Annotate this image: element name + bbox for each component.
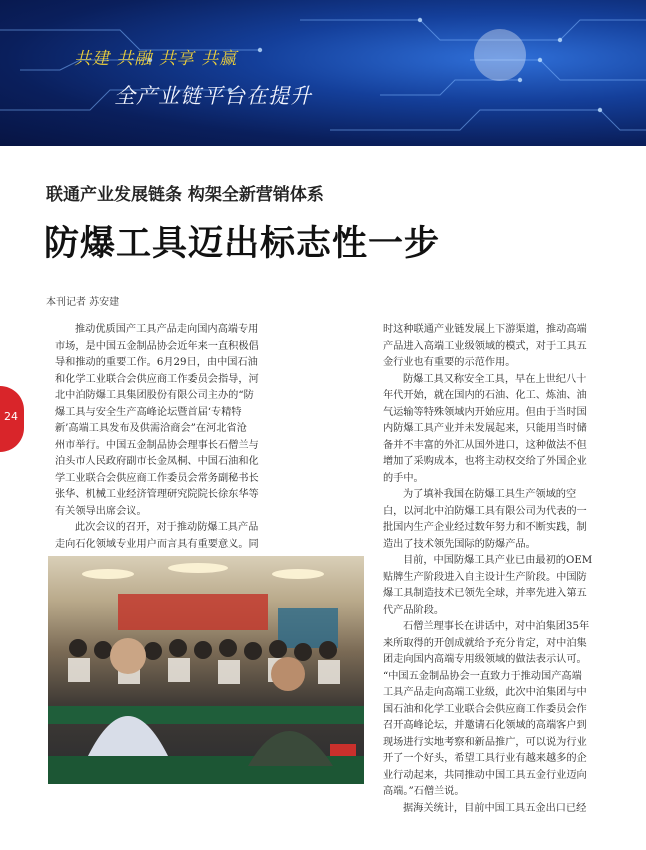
article-text-line: “中国五金制品协会一直致力于推动国产高端 [383, 670, 582, 682]
article-text-line: 工具产品走向高端工业级，此次中泊集团与中 [383, 687, 587, 698]
article-text-line: 的手中。 [383, 472, 424, 484]
article-byline: 本刊记者 苏安建 [46, 297, 120, 308]
article-text-line: 高端。”石僧兰说。 [383, 786, 465, 797]
article-text-line: 导和推动的重要工作。6月29日，由中国石油 [55, 357, 258, 368]
article-text-line: 年代开始，就在国内的石油、化工、炼油、油 [383, 390, 587, 401]
article-text-line: 白，以河北中泊防爆工具有限公司为代表的一 [383, 505, 587, 517]
article-text-line: 团走向国内高端专用级领域的做法表示认可。 [383, 654, 587, 665]
article-text-line: 来所取得的开创成就给予充分肯定，对中泊集 [383, 637, 587, 649]
article-text-line: 贴牌生产阶段进入自主设计生产阶段。中国防 [383, 571, 587, 583]
banner-slogan-secondary: 全产业链平台在提升 [114, 84, 312, 108]
article-text-line: 增加了采购成本，也将主动权交给了外国企业 [383, 456, 587, 467]
article-text-line: 目前，中国防爆工具产业已由最初的OEM [403, 555, 593, 566]
article-text-line: 金行业也有重要的示范作用。 [383, 357, 516, 368]
article-text-line: 学工业联合会供应商工作委员会常务副秘书长 [55, 472, 259, 484]
article-subtitle: 联通产业发展链条 构架全新营销体系 [46, 185, 324, 205]
banner-slogan-primary: 共建 共融 共享 共赢 [74, 49, 238, 69]
conference-photo [48, 556, 364, 784]
article-text-line: 爆工具制造技术已领先全球，并率先进入第五 [383, 588, 587, 599]
article-text-line: 备并不丰富的外汇从国外进口，这种做法不但 [383, 439, 587, 451]
article-text-line: 现场进行实地考察和新品推广，可以说为行业 [383, 736, 587, 748]
article-text-line: 业行动起来，共同推动中国工具五金行业迈向 [383, 769, 587, 781]
article-text-line: 爆工具与安全生产高峰论坛暨首届‘专精特 [55, 406, 242, 418]
article-text-line: 国石油和化学工业联合会供应商工作委员会作 [383, 703, 587, 715]
article-text-line: 石僧兰理事长在讲话中，对中泊集团35年 [403, 621, 590, 632]
article-text-line: 州市举行。中国五金制品协会理事长石僧兰与 [55, 439, 259, 451]
article-text-line: 张华、机械工业经济管理研究院院长徐东华等 [55, 489, 259, 500]
article-text-line: 气运输等特殊领域内开始应用。但由于当时国 [383, 406, 587, 418]
article-text-line: 市场，是中国五金制品协会近年来一直积极倡 [55, 340, 259, 352]
article-text-line: 防爆工具又称安全工具，早在上世纪八十 [403, 373, 587, 385]
article-text-line: 北中泊防爆工具集团股份有限公司主办的“防 [55, 390, 254, 401]
article-text-line: 据海关统计，目前中国工具五金出口已经 [403, 802, 587, 814]
article-text-line: 泊头市人民政府副市长金凤桐、中国石油和化 [55, 456, 259, 467]
circuit-pattern [0, 0, 646, 146]
article-title: 防爆工具迈出标志性一步 [44, 223, 441, 264]
article-text-line: 此次会议的召开，对于推动防爆工具产品 [75, 522, 259, 533]
article-text-line: 时这种联通产业链发展上下游渠道，推动高端 [383, 324, 587, 335]
article-text-line: 产品进入高端工业级领域的模式，对于工具五 [383, 340, 587, 352]
article-text-line: 和化学工业联合会供应商工作委员会指导，河 [55, 373, 259, 385]
article-text-line: 新’高端工具发布及供需洽商会”在河北省沧 [55, 423, 247, 434]
article-text-line: 造出了技术领先国际的防爆产品。 [383, 538, 536, 550]
article-text-line: 为了填补我国在防爆工具生产领域的空 [403, 489, 577, 500]
article-text-line: 批国内生产企业经过数年努力和不断实践，制 [383, 522, 587, 533]
article-text-line: 走向石化领域专业用户而言具有重要意义。同 [55, 538, 259, 550]
article-text-line: 开了一个好头，希望工具行业有越来越多的企 [383, 753, 587, 764]
article-column-left [55, 322, 275, 553]
article-text-line: 召开高峰论坛，并邀请石化领域的高端客户到 [383, 720, 587, 731]
article-column-right [383, 322, 605, 817]
article-text-line: 内防爆工具产业并未发展起来，只能用当时储 [383, 423, 587, 434]
page-number: 24 [4, 410, 18, 423]
article-text-line: 代产品阶段。 [383, 604, 445, 616]
article-text-line: 推动优质国产工具产品走向国内高端专用 [75, 324, 259, 335]
article-text-line: 有关领导出席会议。 [55, 505, 147, 517]
header-banner [0, 0, 646, 146]
